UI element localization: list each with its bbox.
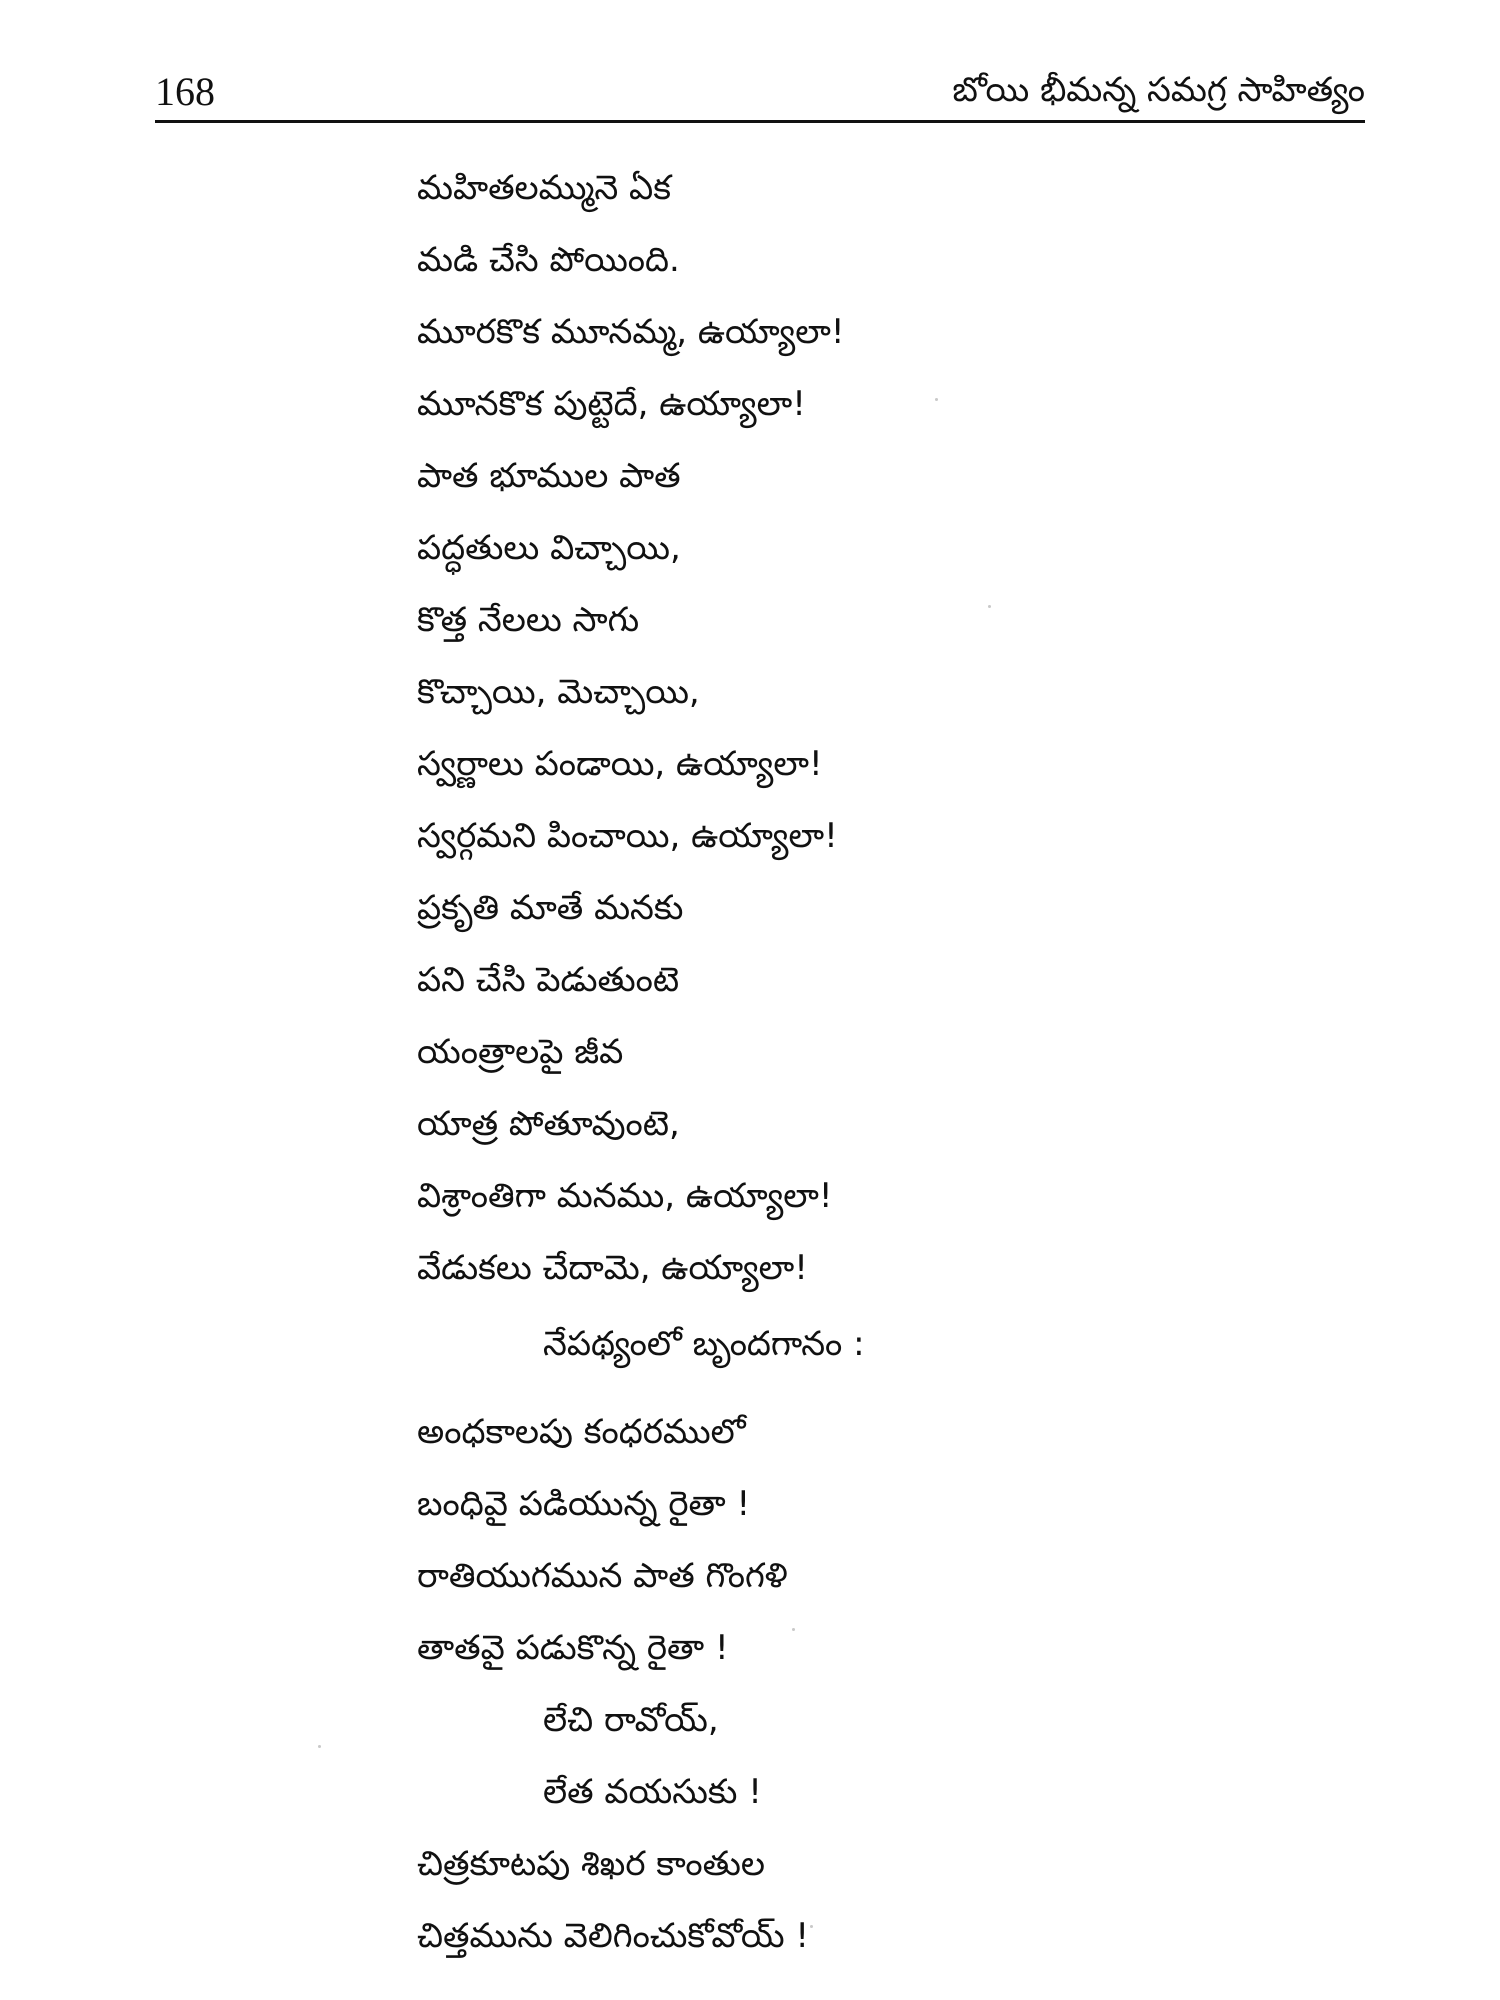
poem-line: అంధకాలపు కంధరములో xyxy=(417,1412,746,1452)
poem-line: మహితలమ్మునె ఏక xyxy=(417,168,671,208)
poem-line: కొచ్చాయి, మెచ్చాయి, xyxy=(417,672,700,712)
running-title: బోయి భీమన్న సమగ్ర సాహిత్యం xyxy=(952,70,1365,110)
scan-speck xyxy=(792,1628,795,1631)
poem-line: మడి చేసి పోయింది. xyxy=(417,240,680,280)
poem-line: పని చేసి పెడుతుంటె xyxy=(417,960,680,1000)
poem-line: తాతవై పడుకొన్న రైతా ! xyxy=(417,1628,729,1668)
poem-line: పాత భూముల పాత xyxy=(417,456,681,496)
poem-line: విశ్రాంతిగా మనము, ఉయ్యాలా! xyxy=(417,1176,833,1216)
scan-speck xyxy=(988,605,991,608)
poem-line: బంధివై పడియున్న రైతా ! xyxy=(417,1484,751,1524)
scan-speck xyxy=(810,1925,813,1928)
poem-line: లేత వయసుకు ! xyxy=(543,1772,762,1812)
scan-speck xyxy=(318,1745,321,1748)
scan-speck xyxy=(935,398,938,401)
page-number: 168 xyxy=(155,69,215,114)
poem-line: చిత్రకూటపు శిఖర కాంతుల xyxy=(417,1844,765,1884)
poem-line: పద్ధతులు విచ్చాయి, xyxy=(417,528,681,568)
poem-line: యంత్రాలపై జీవ xyxy=(417,1032,624,1072)
poem-line: రాతియుగమున పాత గొంగళి xyxy=(417,1556,788,1596)
poem-line: స్వర్గమని పించాయి, ఉయ్యాలా! xyxy=(417,816,838,856)
stage-direction: నేపథ్యంలో బృందగానం : xyxy=(543,1324,865,1364)
poem-line: వేడుకలు చేదామె, ఉయ్యాలా! xyxy=(417,1248,808,1288)
poem-line: కొత్త నేలలు సాగు xyxy=(417,600,640,640)
poem-line: స్వర్ణాలు పండాయి, ఉయ్యాలా! xyxy=(417,744,823,784)
poem-line: యాత్ర పోతూవుంటె, xyxy=(417,1104,680,1144)
poem-line: ప్రకృతి మాతే మనకు xyxy=(417,888,684,928)
poem-line: మూరకొక మూనమ్మ, ఉయ్యాలా! xyxy=(417,312,845,352)
poem-line: చిత్తమును వెలిగించుకోవోయ్ ! xyxy=(417,1916,810,1956)
poem-line: లేచి రావోయ్, xyxy=(543,1700,719,1740)
poem-line: మూనకొక పుట్టెదే, ఉయ్యాలా! xyxy=(417,384,806,424)
